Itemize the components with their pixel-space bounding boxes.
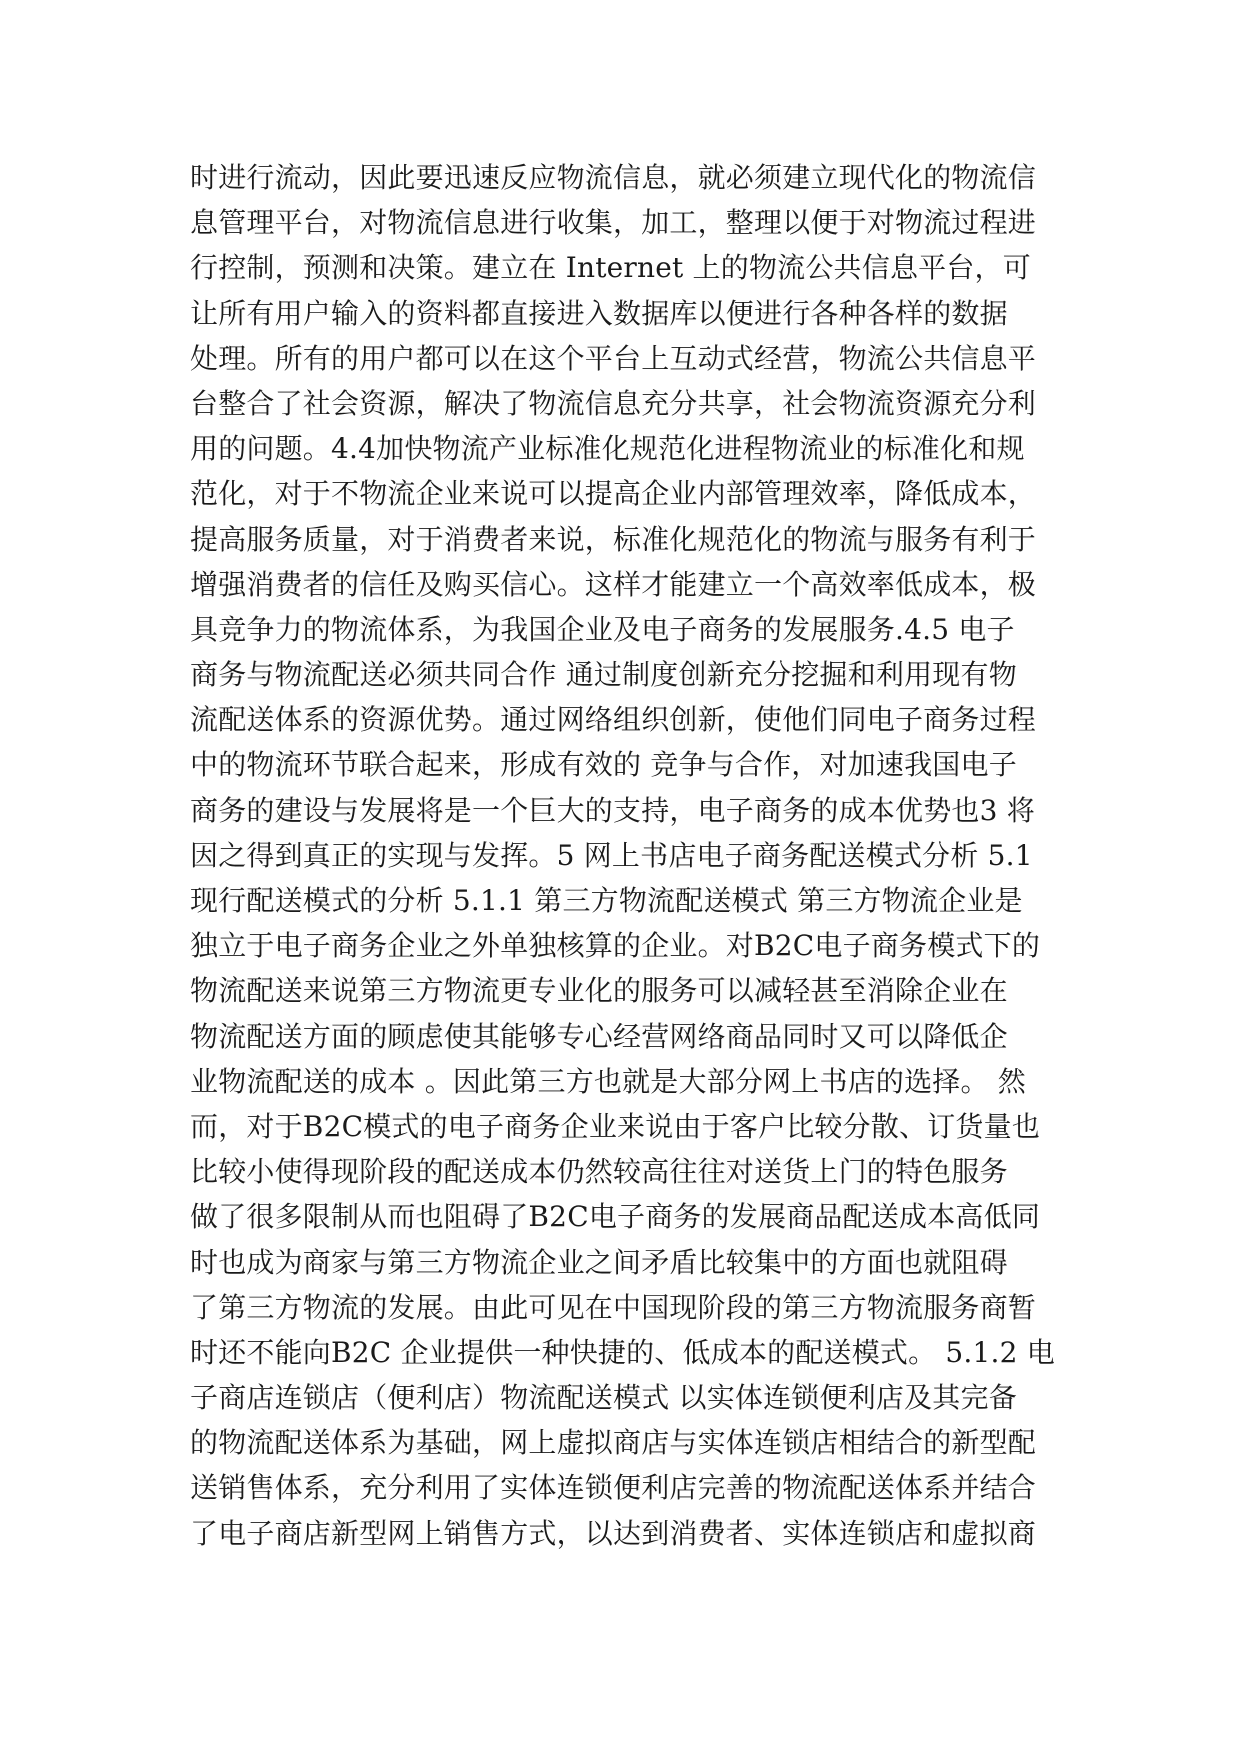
- text-line: 中的物流环节联合起来，形成有效的 竞争与合作，对加速我国电子: [190, 748, 1017, 782]
- text-line: 送销售体系，充分利用了实体连锁便利店完善的物流配送体系并结合: [190, 1471, 1037, 1505]
- text-line: 物流配送方面的顾虑使其能够专心经营网络商品同时又可以降低企: [190, 1019, 1008, 1053]
- text-line: 业物流配送的成本 。因此第三方也就是大部分网上书店的选择。 然: [190, 1064, 1027, 1098]
- text-line: 增强消费者的信任及购买信心。这样才能建立一个高效率低成本，极: [190, 567, 1037, 601]
- text-line: 台整合了社会资源，解决了物流信息充分共享，社会物流资源充分利: [190, 386, 1037, 420]
- text-line: 了电子商店新型网上销售方式，以达到消费者、实体连锁店和虚拟商: [190, 1516, 1037, 1550]
- text-line: 因之得到真正的实现与发挥。5 网上书店电子商务配送模式分析 5.1: [190, 838, 1033, 872]
- text-line: 子商店连锁店（便利店）物流配送模式 以实体连锁便利店及其完备: [190, 1381, 1017, 1415]
- text-line: 流配送体系的资源优势。通过网络组织创新，使他们同电子商务过程: [190, 703, 1037, 737]
- text-line: 处理。所有的用户都可以在这个平台上互动式经营，物流公共信息平: [190, 341, 1037, 375]
- text-line: 了第三方物流的发展。由此可见在中国现阶段的第三方物流服务商暂: [190, 1290, 1037, 1324]
- text-line: 行控制，预测和决策。建立在 Internet 上的物流公共信息平台，可: [190, 251, 1031, 285]
- text-line: 时也成为商家与第三方物流企业之间矛盾比较集中的方面也就阻碍: [190, 1245, 1008, 1279]
- text-line: 提高服务质量，对于消费者来说，标准化规范化的物流与服务有利于: [190, 522, 1037, 556]
- text-line: 息管理平台，对物流信息进行收集，加工，整理以便于对物流过程进: [190, 206, 1037, 240]
- text-line: 范化，对于不物流企业来说可以提高企业内部管理效率，降低成本，: [190, 477, 1037, 511]
- text-line: 现行配送模式的分析 5.1.1 第三方物流配送模式 第三方物流企业是: [190, 884, 1023, 917]
- text-line: 商务与物流配送必须共同合作 通过制度创新充分挖掘和利用现有物: [190, 658, 1017, 692]
- text-line: 时还不能向B2C 企业提供一种快捷的、低成本的配送模式。 5.1.2 电: [190, 1335, 1055, 1369]
- text-line: 而，对于B2C模式的电子商务企业来说由于客户比较分散、订货量也: [190, 1109, 1041, 1143]
- text-line: 时进行流动，因此要迅速反应物流信息，就必须建立现代化的物流信: [190, 161, 1037, 194]
- text-line: 做了很多限制从而也阻碍了B2C电子商务的发展商品配送成本高低同: [190, 1200, 1041, 1234]
- text-line: 比较小使得现阶段的配送成本仍然较高往往对送货上门的特色服务: [190, 1155, 1008, 1189]
- text-line: 让所有用户输入的资料都直接进入数据库以便进行各种各样的数据: [190, 296, 1008, 330]
- text-line: 商务的建设与发展将是一个巨大的支持，电子商务的成本优势也3 将: [190, 793, 1035, 827]
- text-line: 具竞争力的物流体系，为我国企业及电子商务的发展服务.4.5 电子: [190, 612, 1015, 646]
- text-line: 独立于电子商务企业之外单独核算的企业。对B2C电子商务模式下的: [190, 929, 1041, 963]
- text-line: 物流配送来说第三方物流更专业化的服务可以减轻甚至消除企业在: [190, 974, 1008, 1008]
- text-line: 的物流配送体系为基础，网上虚拟商店与实体连锁店相结合的新型配: [190, 1426, 1037, 1460]
- text-line: 用的问题。4.4加快物流产业标准化规范化进程物流业的标准化和规: [190, 432, 1025, 466]
- body-text: [190, 155, 1070, 1556]
